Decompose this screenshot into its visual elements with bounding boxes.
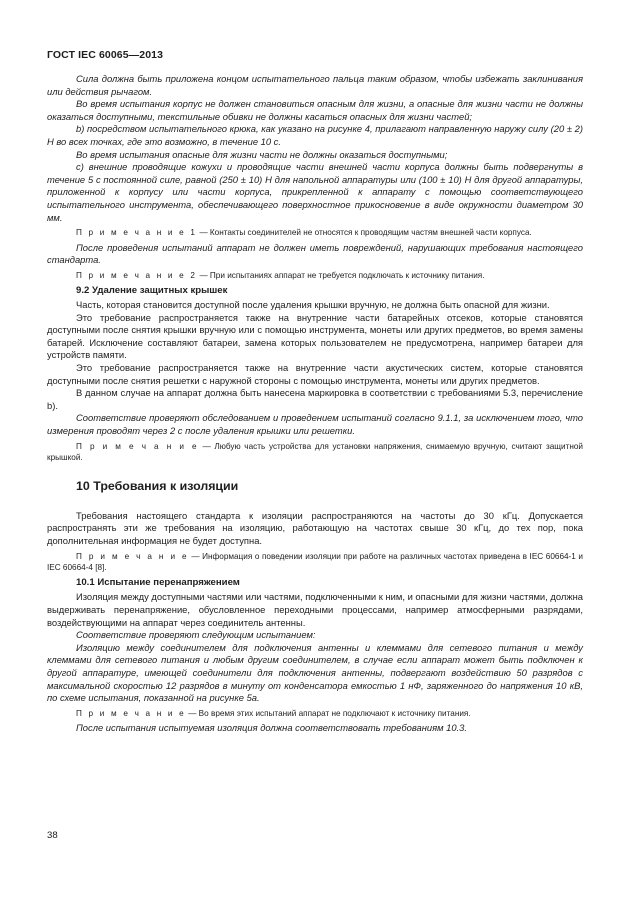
subsection-heading: 9.2 Удаление защитных крышек: [76, 284, 228, 296]
paragraph: Часть, которая становится доступной после удаления крышки вручную, не должна быть опасной для жизни.: [76, 299, 550, 311]
italic-paragraph: c) внешние проводящие кожухи и проводящие части внешней части корпуса должны быть подвергнуты в течение 5 с постоянной силе, равной (250 ± 10) Н для напольной аппаратуры или (100 ± 10) Н для другой аппаратуры, приложенной к корпусу или части корпуса, прикрепленной к аппарату с помощью соответствующего испытательного инструмента, обеспечивающего поверхностное прикосновение в виде окружности диаметром 30 мм.: [47, 161, 583, 223]
note-label: П р и м е ч а н и е 2: [76, 270, 198, 280]
note-paragraph: [47, 270, 583, 282]
paragraph: Это требование распространяется также на внутренние части акустических систем, которые становятся доступными после снятия решетки с наружной стороны с помощью инструмента, монеты или других предметов.: [47, 362, 583, 386]
italic-paragraph: После проведения испытаний аппарат не должен иметь повреждений, нарушающих требования настоящего стандарта.: [47, 241, 583, 266]
paragraph: В данном случае на аппарат должна быть нанесена маркировка в соответствии с требованиями 5.3, перечисление b).: [47, 387, 583, 411]
note-text: — При испытаниях аппарат не требуется подключать к источнику питания.: [197, 270, 485, 280]
page-number: 38: [47, 830, 58, 841]
italic-paragraph: После испытания испытуемая изоляция должна соответствовать требованиям 10.3.: [76, 722, 467, 734]
note-paragraph: [47, 708, 583, 720]
italic-paragraph: Соответствие проверяют следующим испытанием:: [76, 629, 316, 641]
section-heading: 10 Требования к изоляции: [76, 478, 239, 493]
document-body: [47, 73, 583, 735]
subsection-heading: 10.1 Испытание перенапряжением: [76, 576, 240, 588]
italic-paragraph: Во время испытания опасные для жизни части не должны оказаться доступными;: [76, 148, 448, 160]
document-header: ГОСТ IEC 60065—2013: [47, 49, 164, 61]
note-text: — Во время этих испытаний аппарат не подключают к источнику питания.: [185, 708, 471, 718]
note-label: П р и м е ч а н и е: [76, 441, 199, 451]
note-label: П р и м е ч а н и е: [76, 708, 186, 718]
note-paragraph: [47, 227, 583, 239]
note-text: — Информация о поведении изоляции при работе на различных частотах приведена в IEC 60664-1 и IEC 60664-4 [8].: [47, 551, 584, 573]
note-paragraph: [47, 441, 583, 464]
note-paragraph: [47, 551, 583, 574]
note-text: — Контакты соединителей не относятся к проводящим частям внешней части корпуса.: [197, 228, 532, 238]
note-label: П р и м е ч а н и е: [76, 551, 189, 561]
italic-paragraph: Изоляцию между соединителем для подключения антенны и клеммами для сетевого питания и между клеммами для сетевого питания и любым другим соединителем, в случае если аппарат может быть подключен к другой аппаратуре, имеющей соединители для подключения антенны, подвергают воздействию 50 разрядов с максимальной скоростью 12 разрядов в минуту от конденсатора емкостью 1 нФ, заряженного до напряжения 10 кВ, по схеме испытания, показанной на рисунке 5а.: [47, 641, 583, 704]
note-text: — Любую часть устройства для установки напряжения, снимаемую вручную, считают защитной крышкой.: [47, 441, 583, 463]
italic-paragraph: b) посредством испытательного крюка, как указано на рисунке 4, прилагают направленную наружу силу (20 ± 2) Н во всех точках, где это возможно, в течение 10 с.: [47, 123, 583, 147]
italic-paragraph: Соответствие проверяют обследованием и проведением испытаний согласно 9.1.1, за исключением того, что измерения проводят через 2 с после удаления крышки или решетки.: [47, 412, 583, 437]
italic-paragraph: Сила должна быть приложена концом испытательного пальца таким образом, чтобы избежать заклинивания или действия рычагом.: [47, 73, 583, 97]
paragraph: Изоляция между доступными частями или частями, подключенными к ним, и опасными для жизни частями, должна выдерживать перенапряжение, обусловленное переходными процессами, например атмосферными разрядами, воздействующими на аппарат через соединитель антенны.: [47, 591, 583, 628]
paragraph: Это требование распространяется также на внутренние части батарейных отсеков, которые становятся доступными после снятия крышки вручную или с помощью инструмента, монеты или других предметов, во время замены батарей. Исключение составляют батареи, замена которых пользователем не предусмотрена, например батареи для устройств памяти.: [47, 311, 583, 361]
note-label: П р и м е ч а н и е 1: [76, 228, 198, 238]
italic-paragraph: Во время испытания корпус не должен становиться опасным для жизни, а опасные для жизни части не должны оказаться доступными, текстильные обивки не должны касаться опасных для жизни частей;: [47, 98, 583, 122]
paragraph: Требования настоящего стандарта к изоляции распространяются на частоты до 30 кГц. Допускается распространять эти же требования на изоляцию, работающую на частотах свыше 30 кГц, до тех пор, пока дополнительная информация не будет доступна.: [47, 509, 583, 546]
